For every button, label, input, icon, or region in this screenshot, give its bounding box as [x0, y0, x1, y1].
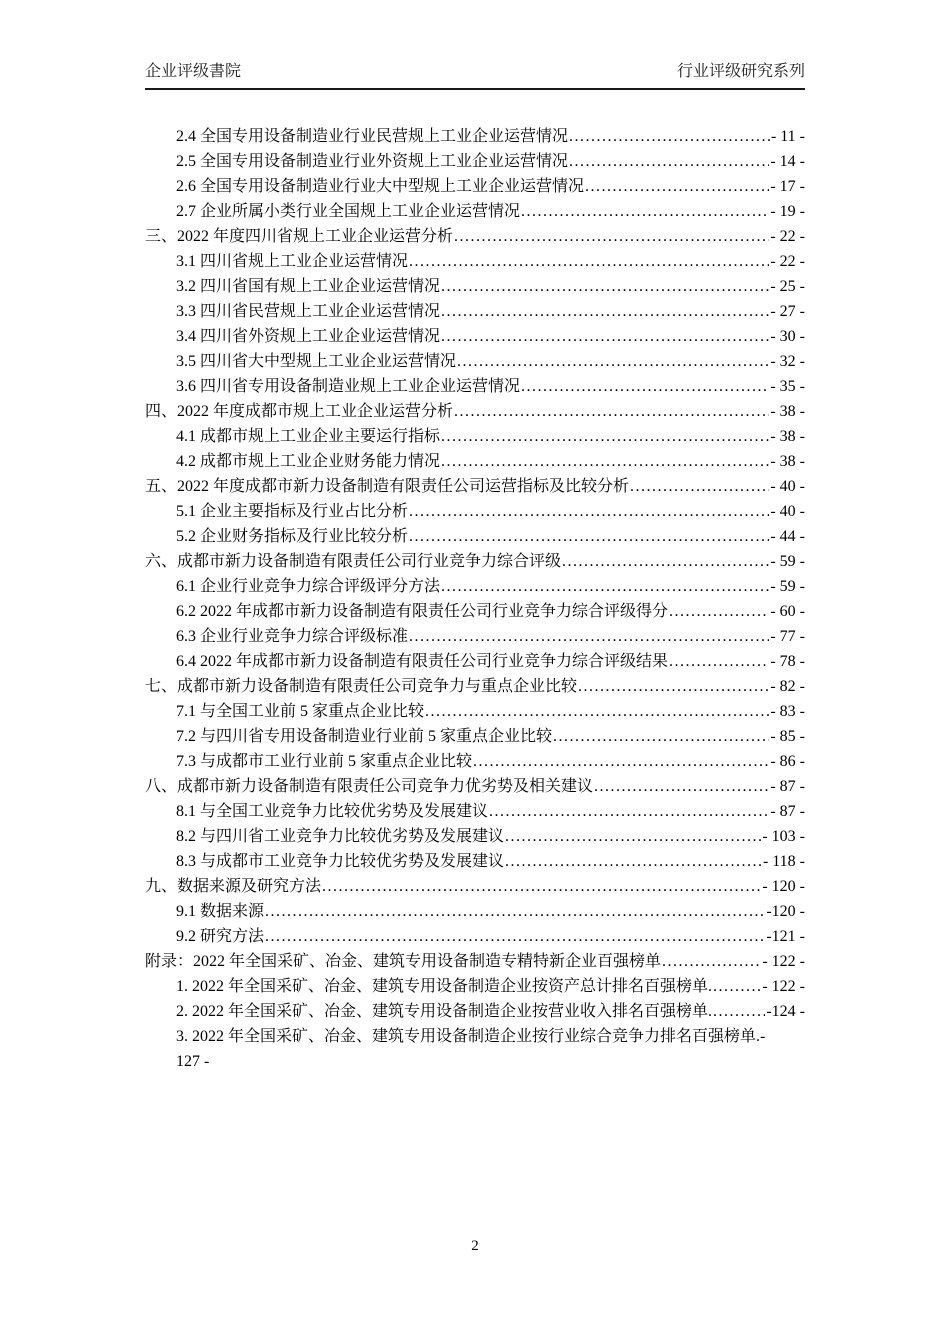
dot-leader — [441, 299, 769, 324]
dot-leader — [441, 574, 769, 599]
toc-entry-text: 127 - — [176, 1053, 210, 1070]
toc-entry-text: 7.1 与全国工业前 5 家重点企业比较 — [176, 703, 425, 720]
toc-entry[interactable] — [145, 224, 805, 249]
toc-entry-text: 九、数据来源及研究方法 — [145, 878, 322, 895]
dot-leader — [489, 799, 769, 824]
toc-entry[interactable] — [145, 799, 805, 824]
toc-entry-text: 6.4 2022 年成都市新力设备制造有限责任公司行业竞争力综合评级结果 — [176, 653, 669, 670]
dot-leader — [594, 774, 769, 799]
toc-entry-text: 三、2022 年度四川省规上工业企业运营分析 — [145, 228, 454, 245]
toc-entry[interactable] — [145, 649, 805, 674]
toc-entry-text: 2.5 全国专用设备制造业行业外资规上工业企业运营情况 — [176, 153, 569, 170]
toc-entry-text: 9.1 数据来源 — [176, 903, 265, 920]
toc-page-number: - 38 - — [770, 453, 805, 470]
toc-entry-text: 9.2 研究方法 — [176, 928, 265, 945]
dot-leader — [409, 499, 769, 524]
toc-entry[interactable] — [145, 599, 805, 624]
dot-leader — [669, 599, 769, 624]
toc-page-number: - 59 - — [770, 553, 805, 570]
toc-entry[interactable] — [145, 924, 805, 949]
toc-entry-text: 四、2022 年度成都市规上工业企业运营分析 — [145, 403, 454, 420]
toc-entry[interactable] — [145, 349, 805, 374]
toc-page-number: - 22 - — [770, 228, 805, 245]
dot-leader — [521, 374, 769, 399]
toc-entry[interactable] — [145, 624, 805, 649]
toc-page-number: - 35 - — [770, 378, 805, 395]
toc-entry-text: 4.2 成都市规上工业企业财务能力情况 — [176, 453, 441, 470]
dot-leader — [441, 274, 769, 299]
toc-page-number: - 11 - — [770, 128, 805, 145]
toc-page-number: - 19 - — [770, 203, 805, 220]
toc-entry[interactable] — [145, 174, 805, 199]
dot-leader — [713, 974, 761, 999]
toc-entry[interactable] — [145, 999, 805, 1024]
toc — [145, 124, 805, 1074]
toc-page-number: - 122 - — [762, 978, 805, 995]
toc-entry-text: 七、成都市新力设备制造有限责任公司竞争力与重点企业比较 — [145, 678, 578, 695]
dot-leader — [669, 649, 769, 674]
toc-entry[interactable] — [145, 474, 805, 499]
dot-leader — [713, 999, 765, 1024]
toc-entry[interactable] — [145, 324, 805, 349]
toc-entry[interactable] — [145, 449, 805, 474]
toc-entry[interactable] — [145, 724, 805, 749]
toc-entry-text: 5.2 企业财务指标及行业比较分析 — [176, 528, 409, 545]
dot-leader — [457, 349, 769, 374]
dot-leader — [265, 924, 765, 949]
toc-entry[interactable] — [145, 249, 805, 274]
toc-entry[interactable] — [145, 199, 805, 224]
toc-entry-text: 8.2 与四川省工业竞争力比较优劣势及发展建议 — [176, 828, 505, 845]
toc-page-number: - 38 - — [770, 428, 805, 445]
dot-leader — [322, 874, 761, 899]
dot-leader — [553, 724, 769, 749]
toc-entry-text: 3.5 四川省大中型规上工业企业运营情况 — [176, 353, 457, 370]
toc-entry-text: 2. 2022 年全国采矿、冶金、建筑专用设备制造企业按营业收入排名百强榜单. — [176, 1003, 713, 1020]
dot-leader — [585, 174, 769, 199]
toc-entry[interactable] — [145, 124, 805, 149]
dot-leader — [630, 474, 769, 499]
toc-entry-text: 六、成都市新力设备制造有限责任公司行业竞争力综合评级 — [145, 553, 562, 570]
toc-page-number: - 86 - — [770, 753, 805, 770]
toc-page-number: - 25 - — [770, 278, 805, 295]
toc-entry-text: 6.2 2022 年成都市新力设备制造有限责任公司行业竞争力综合评级得分 — [176, 603, 669, 620]
toc-entry-text: 3.1 四川省规上工业企业运营情况 — [176, 253, 409, 270]
toc-page-number: - 22 - — [770, 253, 805, 270]
toc-page-number: - 60 - — [770, 603, 805, 620]
toc-entry-text: 8.1 与全国工业竞争力比较优劣势及发展建议 — [176, 803, 489, 820]
toc-entry[interactable] — [145, 749, 805, 774]
dot-leader — [441, 424, 769, 449]
toc-entry-text: 3. 2022 年全国采矿、冶金、建筑专用设备制造企业按行业综合竞争力排名百强榜单.- — [176, 1028, 766, 1045]
toc-entry[interactable] — [145, 499, 805, 524]
toc-entry-text: 6.3 企业行业竞争力综合评级标准 — [176, 628, 409, 645]
toc-entry[interactable] — [145, 849, 805, 874]
dot-leader — [441, 324, 769, 349]
toc-page-number: -121 - — [766, 928, 805, 945]
dot-leader — [578, 674, 769, 699]
toc-entry[interactable] — [145, 374, 805, 399]
toc-entry-text: 3.2 四川省国有规上工业企业运营情况 — [176, 278, 441, 295]
toc-entry[interactable] — [145, 424, 805, 449]
toc-entry[interactable] — [145, 1024, 805, 1049]
toc-entry-text: 五、2022 年度成都市新力设备制造有限责任公司运营指标及比较分析 — [145, 478, 630, 495]
dot-leader — [409, 249, 769, 274]
toc-page-number: -124 - — [766, 1003, 805, 1020]
toc-entry[interactable] — [145, 149, 805, 174]
toc-page-number: - 120 - — [762, 878, 805, 895]
toc-page-number: - 38 - — [770, 403, 805, 420]
toc-page-number: - 59 - — [770, 578, 805, 595]
toc-entry-text: 4.1 成都市规上工业企业主要运行指标 — [176, 428, 441, 445]
toc-page-number: - 83 - — [770, 703, 805, 720]
dot-leader — [409, 524, 769, 549]
toc-page-number: - 77 - — [770, 628, 805, 645]
toc-page-number: - 32 - — [770, 353, 805, 370]
toc-page-number: - 40 - — [770, 503, 805, 520]
toc-entry[interactable] — [145, 899, 805, 924]
toc-entry-text: 7.3 与成都市工业行业前 5 家重点企业比较 — [176, 753, 473, 770]
dot-leader — [454, 399, 769, 424]
dot-leader — [505, 849, 762, 874]
toc-entry[interactable] — [145, 299, 805, 324]
toc-entry-text: 2.7 企业所属小类行业全国规上工业企业运营情况 — [176, 203, 521, 220]
toc-entry[interactable] — [145, 824, 805, 849]
toc-entry[interactable] — [145, 699, 805, 724]
toc-entry[interactable] — [145, 399, 805, 424]
page-number: 2 — [471, 1238, 479, 1254]
dot-leader — [521, 199, 769, 224]
toc-entry[interactable] — [145, 674, 805, 699]
toc-page-number: - 103 - — [762, 828, 805, 845]
toc-entry-text: 2.6 全国专用设备制造业行业大中型规上工业企业运营情况 — [176, 178, 585, 195]
dot-leader — [473, 749, 769, 774]
dot-leader — [569, 149, 769, 174]
dot-leader — [505, 824, 761, 849]
toc-entry[interactable] — [145, 974, 805, 999]
dot-leader — [441, 449, 769, 474]
toc-page-number: - 78 - — [770, 653, 805, 670]
toc-entry[interactable] — [145, 549, 805, 574]
toc-entry[interactable] — [145, 874, 805, 899]
toc-page-number: - 27 - — [770, 303, 805, 320]
page-footer — [0, 1238, 950, 1255]
toc-entry-text: 2.4 全国专用设备制造业行业民营规上工业企业运营情况 — [176, 128, 569, 145]
toc-entry[interactable] — [145, 524, 805, 549]
toc-entry-text: 6.1 企业行业竞争力综合评级评分方法 — [176, 578, 441, 595]
dot-leader — [454, 224, 769, 249]
toc-entry-continuation[interactable] — [145, 1049, 805, 1074]
toc-page-number: - 40 - — [770, 478, 805, 495]
page-header — [145, 58, 805, 90]
toc-page-number: - 87 - — [770, 803, 805, 820]
toc-entry-text: 7.2 与四川省专用设备制造业行业前 5 家重点企业比较 — [176, 728, 553, 745]
toc-page-number: - 87 - — [770, 778, 805, 795]
toc-page-number: - 122 - — [762, 953, 805, 970]
toc-page-number: - 14 - — [770, 153, 805, 170]
toc-page-number: - 85 - — [770, 728, 805, 745]
toc-entry-text: 8.3 与成都市工业竞争力比较优劣势及发展建议 — [176, 853, 505, 870]
toc-entry-text: 5.1 企业主要指标及行业占比分析 — [176, 503, 409, 520]
toc-entry-text: 3.3 四川省民营规上工业企业运营情况 — [176, 303, 441, 320]
toc-page-number: -120 - — [766, 903, 805, 920]
toc-entry-text: 附录：2022 年全国采矿、冶金、建筑专用设备制造专精特新企业百强榜单 — [145, 953, 662, 970]
toc-entry[interactable] — [145, 274, 805, 299]
dot-leader — [409, 624, 769, 649]
toc-page-number: - 44 - — [770, 528, 805, 545]
toc-entry[interactable] — [145, 949, 805, 974]
toc-entry[interactable] — [145, 574, 805, 599]
header-right-text: 行业评级研究系列 — [676, 63, 805, 80]
dot-leader — [569, 124, 770, 149]
dot-leader — [562, 549, 769, 574]
toc-page-number: - 82 - — [770, 678, 805, 695]
toc-entry-text: 八、成都市新力设备制造有限责任公司竞争力优劣势及相关建议 — [145, 778, 594, 795]
dot-leader — [265, 899, 765, 924]
dot-leader — [425, 699, 769, 724]
header-left-text: 企业评级書院 — [145, 63, 242, 80]
toc-entry-text: 1. 2022 年全国采矿、冶金、建筑专用设备制造企业按资产总计排名百强榜单. — [176, 978, 713, 995]
toc-page-number: - 30 - — [770, 328, 805, 345]
toc-page-number: - 17 - — [770, 178, 805, 195]
toc-entry-text: 3.6 四川省专用设备制造业规上工业企业运营情况 — [176, 378, 521, 395]
toc-page-number: - 118 - — [762, 853, 805, 870]
dot-leader — [662, 949, 761, 974]
toc-entry-text: 3.4 四川省外资规上工业企业运营情况 — [176, 328, 441, 345]
toc-entry[interactable] — [145, 774, 805, 799]
